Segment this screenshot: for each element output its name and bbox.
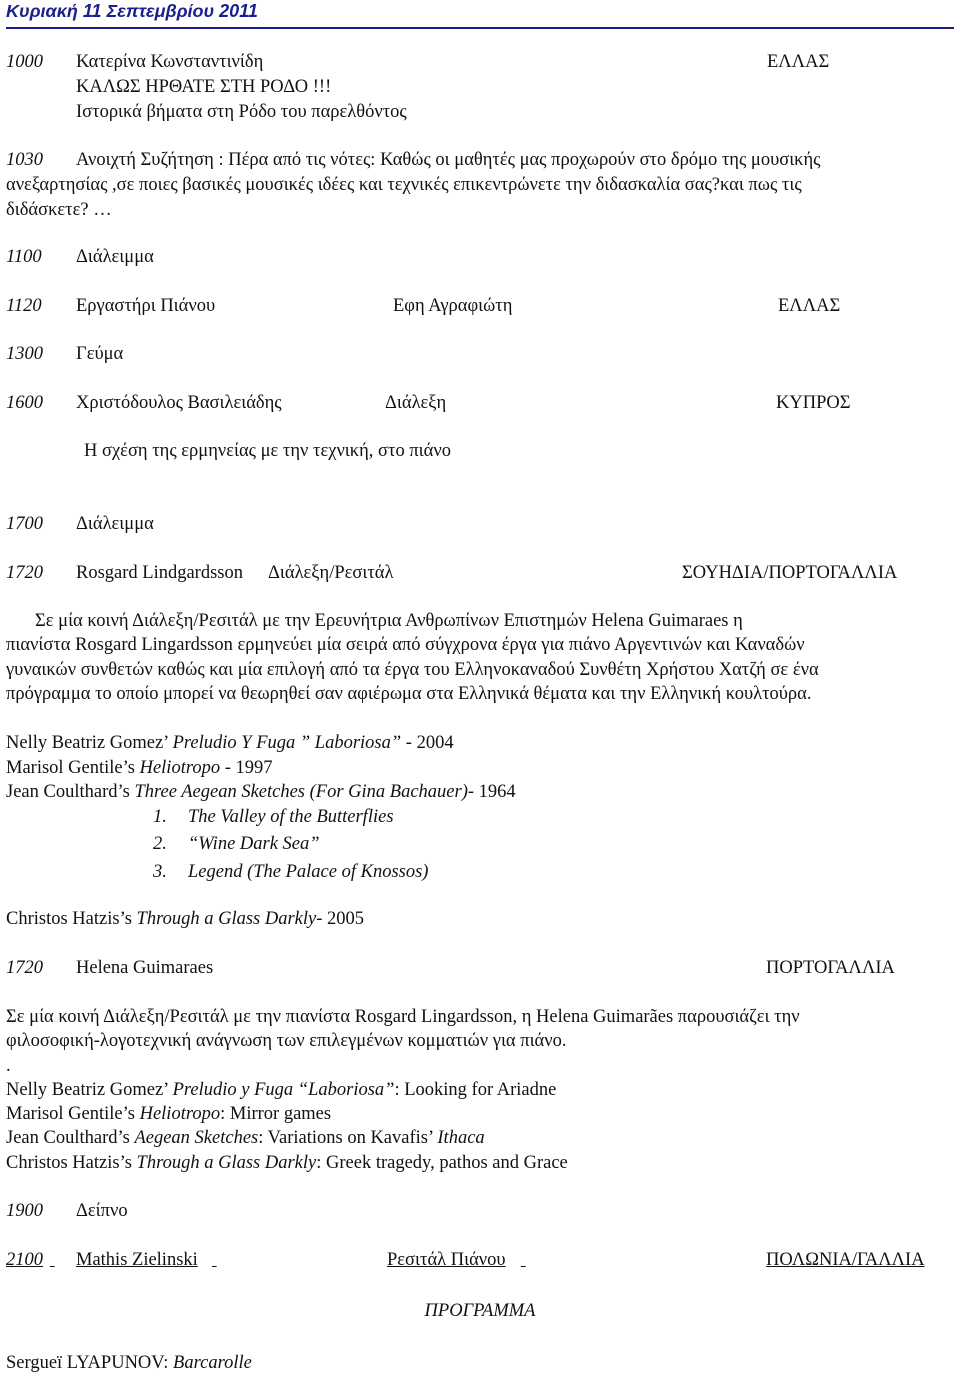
work-year: - 2005 bbox=[316, 909, 365, 929]
work-title: Preludio Y Fuga ” Laboriosa” bbox=[172, 733, 406, 753]
work-theme: : Variations on Kavafis’ bbox=[258, 1128, 438, 1148]
piece-composer: Sergueï LYAPUNOV: bbox=[6, 1353, 174, 1373]
work-theme: : Greek tragedy, pathos and Grace bbox=[316, 1153, 568, 1173]
work-composer: Marisol Gentile’s bbox=[6, 1104, 140, 1124]
header-divider bbox=[6, 27, 954, 29]
work-composer: Jean Coulthard’s bbox=[6, 782, 135, 802]
session-time: 1700 bbox=[6, 514, 43, 534]
session-type: Διάλεξη/Ρεσιτάλ bbox=[268, 563, 394, 583]
work-theme: : Mirror games bbox=[220, 1104, 332, 1124]
session-title: Γεύμα bbox=[76, 344, 124, 364]
work-title: Through a Glass Darkly bbox=[136, 1153, 317, 1173]
program-piece bbox=[6, 1352, 252, 1374]
work-year: - 1997 bbox=[224, 758, 273, 778]
session-time: 1030 bbox=[6, 150, 43, 170]
session-description-line: Ανοιχτή Συζήτηση : Πέρα από τις νότες: Καθώς οι μαθητές μας προχωρούν στο δρόμο της μουσικής bbox=[76, 150, 821, 170]
work-title: Three Aegean Sketches (For Gina Bachauer) bbox=[134, 782, 468, 802]
work-item bbox=[6, 757, 273, 779]
work-title: Through a Glass Darkly bbox=[136, 909, 317, 929]
work-item bbox=[6, 1127, 485, 1149]
session-time: 1100 bbox=[6, 247, 42, 267]
session-time: 1600 bbox=[6, 393, 43, 413]
work-composer: Jean Coulthard’s bbox=[6, 1128, 135, 1148]
session-country: ΚΥΠΡΟΣ bbox=[776, 393, 851, 413]
page-date-header: Κυριακή 11 Σεπτεμβρίου 2011 bbox=[6, 1, 258, 21]
session-type: Διάλεξη bbox=[385, 393, 447, 413]
work-composer: Nelly Beatriz Gomez’ bbox=[6, 733, 173, 753]
session-description-line: διδάσκετε? … bbox=[6, 200, 112, 220]
session-title: Εργαστήρι Πιάνου bbox=[76, 296, 216, 316]
work-item bbox=[6, 1079, 556, 1101]
session-description-line: γυναικών συνθετών καθώς και μία επιλογή από τα έργα του Ελληνοκαναδού Συνθέτη Χρήστου Χατζή σε ένα bbox=[6, 660, 819, 680]
session-speaker: Rosgard Lindgardsson bbox=[76, 563, 243, 583]
work-item bbox=[6, 908, 364, 930]
session-country: ΕΛΛΑΣ bbox=[778, 296, 841, 316]
work-year: - 2004 bbox=[405, 733, 454, 753]
separator-dot: . bbox=[6, 1056, 11, 1076]
session-title: Δείπνο bbox=[76, 1201, 128, 1221]
session-country: ΠΟΛΩΝΙΑ/ΓΑΛΛΙΑ bbox=[766, 1250, 925, 1270]
session-description-line: πιανίστα Rosgard Lingardsson ερμηνεύει μία σειρά από σύγχρονα έργα για πιάνο Αργεντινών και Καναδών bbox=[6, 635, 805, 655]
underline-gap bbox=[50, 1249, 76, 1271]
work-item bbox=[6, 1152, 568, 1174]
work-item bbox=[6, 1103, 331, 1125]
work-item bbox=[6, 732, 454, 754]
program-heading: ΠΡΟΓΡΑΜΜΑ bbox=[424, 1301, 536, 1321]
session-subtitle: Ιστορικά βήματα στη Ρόδο του παρελθόντος bbox=[76, 102, 407, 122]
session-description-line: φιλοσοφική-λογοτεχνική ανάγνωση των επιλεγμένων κομματιών για πιάνο. bbox=[6, 1031, 567, 1051]
session-time: 1120 bbox=[6, 296, 42, 316]
session-description-line: πρόγραμμα το οποίο μπορεί να θεωρηθεί σαν αφιέρωμα στα Ελληνικά θέματα και την Ελληνική κουλτούρα. bbox=[6, 684, 812, 704]
session-description-line: Σε μία κοινή Διάλεξη/Ρεσιτάλ με την Ερευνήτρια Ανθρωπίνων Επιστημών Helena Guimaraes η bbox=[35, 611, 743, 631]
work-item bbox=[6, 781, 516, 803]
work-title: Heliotropo bbox=[139, 758, 225, 778]
movement-number: 2. bbox=[153, 834, 167, 854]
session-speaker: Κατερίνα Κωνσταντινίδη bbox=[76, 52, 264, 72]
session-time: 2100 bbox=[6, 1250, 43, 1270]
session-country: ΣΟΥΗΔΙΑ/ΠΟΡΤΟΓΑΛΛΙΑ bbox=[682, 563, 898, 583]
work-year: - 1964 bbox=[467, 782, 516, 802]
work-composer: Marisol Gentile’s bbox=[6, 758, 140, 778]
work-title: Aegean Sketches bbox=[134, 1128, 259, 1148]
session-speaker: Helena Guimaraes bbox=[76, 958, 214, 978]
work-composer: Christos Hatzis’s bbox=[6, 1153, 137, 1173]
work-title-secondary: Ithaca bbox=[437, 1128, 485, 1148]
session-title: Διάλειμμα bbox=[76, 247, 154, 267]
work-composer: Nelly Beatriz Gomez’ bbox=[6, 1080, 173, 1100]
session-description-line: Σε μία κοινή Διάλεξη/Ρεσιτάλ με την πιανίστα Rosgard Lingardsson, η Helena Guimarães παρουσιάζει την bbox=[6, 1007, 800, 1027]
movement-number: 3. bbox=[153, 862, 167, 882]
underline-gap bbox=[212, 1249, 387, 1271]
session-title: Διάλειμμα bbox=[76, 514, 154, 534]
work-title: Heliotropo bbox=[139, 1104, 221, 1124]
session-time: 1720 bbox=[6, 563, 43, 583]
piece-title: Barcarolle bbox=[173, 1353, 252, 1373]
work-title: Preludio y Fuga “Laboriosa” bbox=[172, 1080, 395, 1100]
work-theme: : Looking for Ariadne bbox=[394, 1080, 557, 1100]
movement-title: “Wine Dark Sea” bbox=[188, 834, 320, 854]
session-subtitle: Η σχέση της ερμηνείας με την τεχνική, στο πιάνο bbox=[84, 441, 451, 461]
movement-number: 1. bbox=[153, 807, 167, 827]
underline-gap bbox=[521, 1249, 766, 1271]
session-speaker: Εφη Αγραφιώτη bbox=[393, 296, 513, 316]
session-country: ΠΟΡΤΟΓΑΛΛΙΑ bbox=[766, 958, 895, 978]
session-time: 1720 bbox=[6, 958, 43, 978]
session-title: ΚΑΛΩΣ ΗΡΘΑΤΕ ΣΤΗ ΡΟΔΟ !!! bbox=[76, 77, 332, 97]
session-type: Ρεσιτάλ Πιάνου bbox=[387, 1250, 506, 1270]
session-speaker: Χριστόδουλος Βασιλειάδης bbox=[76, 393, 282, 413]
session-time: 1300 bbox=[6, 344, 43, 364]
movement-title: Legend (The Palace of Knossos) bbox=[188, 862, 429, 882]
work-composer: Christos Hatzis’s bbox=[6, 909, 137, 929]
session-speaker: Mathis Zielinski bbox=[76, 1250, 198, 1270]
session-country: ΕΛΛΑΣ bbox=[767, 52, 830, 72]
session-time: 1900 bbox=[6, 1201, 43, 1221]
movement-title: The Valley of the Butterflies bbox=[188, 807, 394, 827]
session-time: 1000 bbox=[6, 52, 43, 72]
session-description-line: ανεξαρτησίας ,σε ποιες βασικές μουσικές ιδέες και τεχνικές επικεντρώνετε την διδασκαλία σας?και πως τις bbox=[6, 175, 802, 195]
